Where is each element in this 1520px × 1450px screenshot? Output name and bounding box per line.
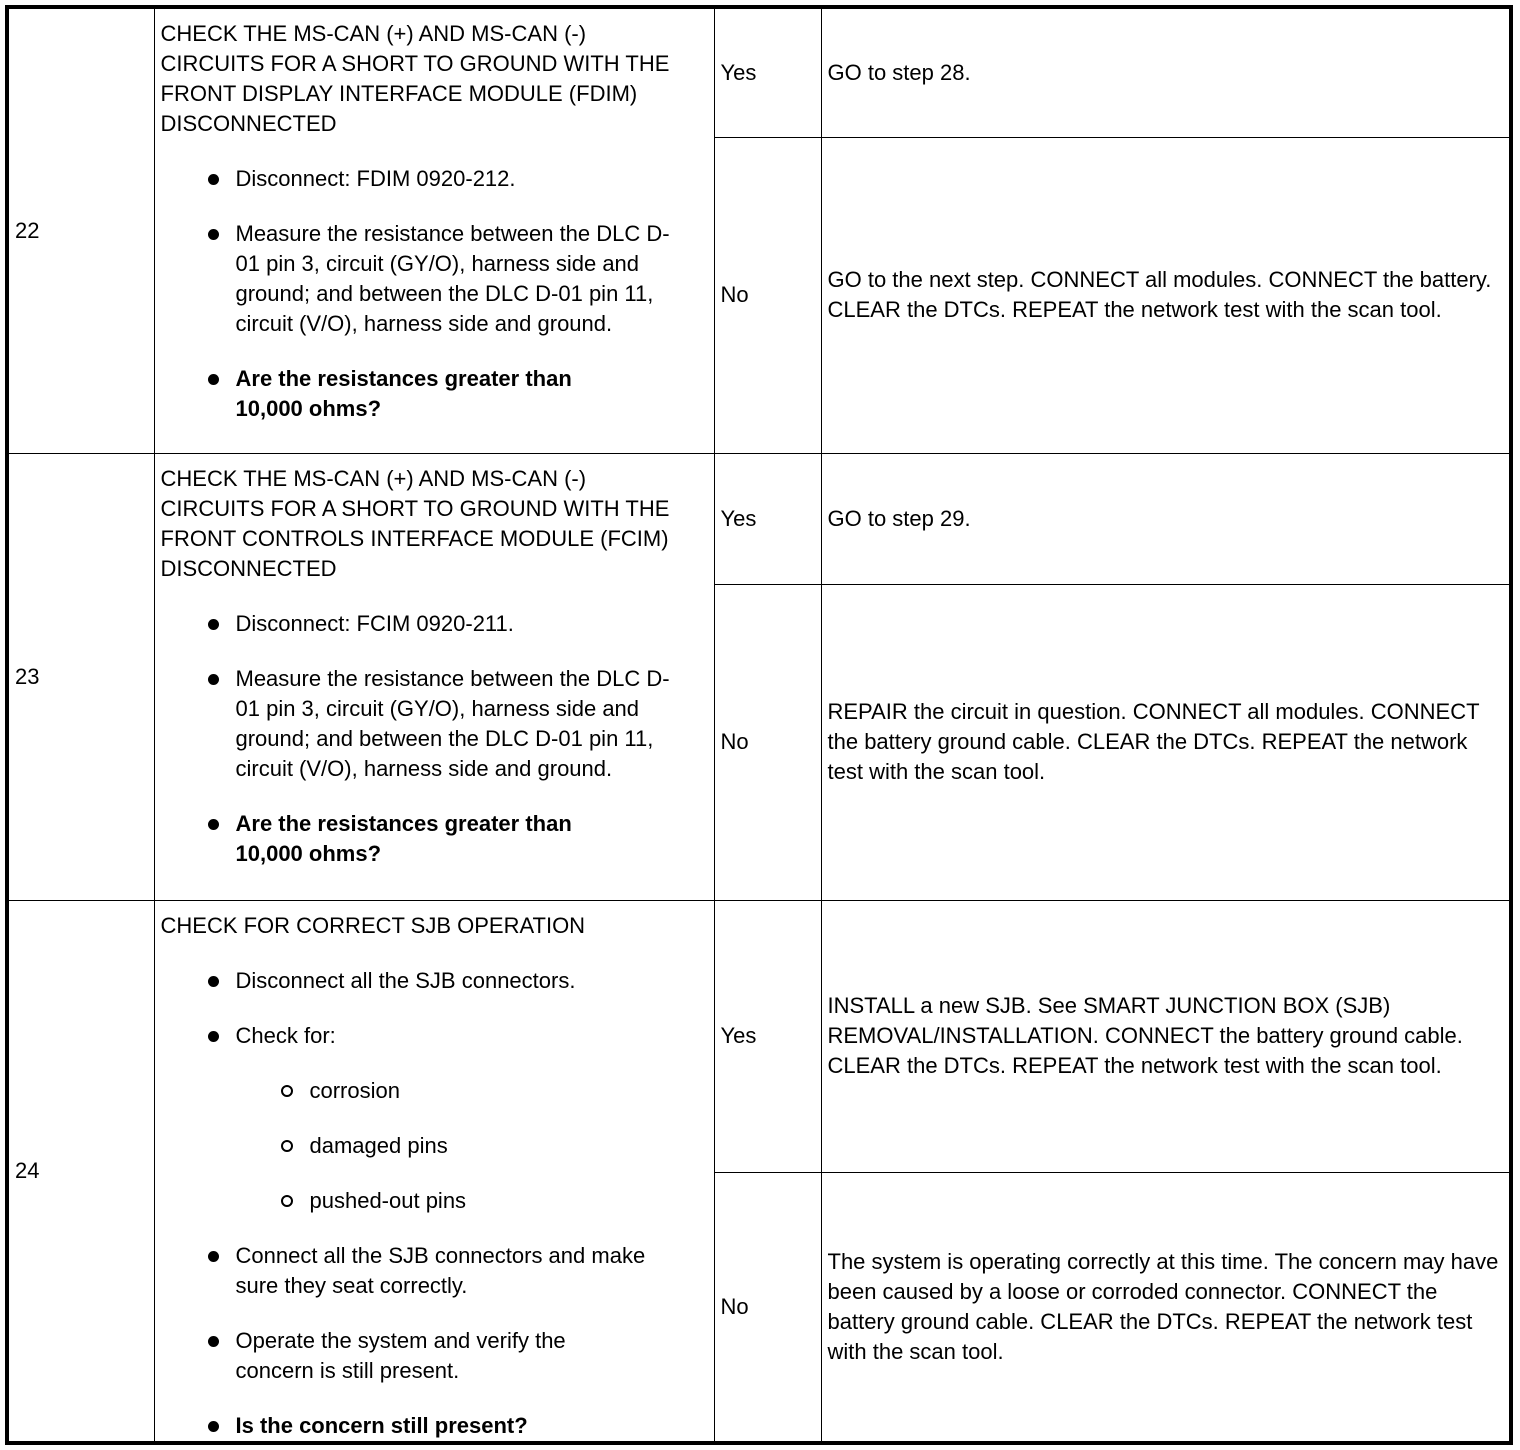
test-question: Are the resistances greater than 10,000 ohms? bbox=[161, 364, 708, 424]
test-question: Is the concern still present? bbox=[161, 1411, 708, 1441]
result-label-yes: Yes bbox=[714, 453, 821, 584]
instruction-item: Measure the resistance between the DLC D-01 pin 3, circuit (GY/O), harness side and ground; and between the DLC D-01 pin 11, circuit (V/O), harness side and ground. bbox=[161, 664, 708, 784]
test-step-title: CHECK THE MS-CAN (+) AND MS-CAN (-) CIRCUITS FOR A SHORT TO GROUND WITH THE FRONT DISPLAY INTERFACE MODULE (FDIM) DISCONNECTED bbox=[160, 21, 670, 136]
result-action-no: GO to the next step. CONNECT all modules. CONNECT the battery. CLEAR the DTCs. REPEAT the network test with the scan tool. bbox=[821, 137, 1511, 453]
test-step-cell bbox=[154, 453, 714, 900]
test-step-title: CHECK THE MS-CAN (+) AND MS-CAN (-) CIRCUITS FOR A SHORT TO GROUND WITH THE FRONT CONTROLS INTERFACE MODULE (FCIM) DISCONNECTED bbox=[160, 465, 670, 581]
result-label-no: No bbox=[714, 1172, 821, 1442]
step-number: 24 bbox=[7, 900, 154, 1443]
result-action-yes: INSTALL a new SJB. See SMART JUNCTION BOX (SJB) REMOVAL/INSTALLATION. CONNECT the battery ground cable. CLEAR the DTCs. REPEAT the network test with the scan tool. bbox=[821, 900, 1511, 1172]
result-action-yes: GO to step 29. bbox=[821, 453, 1511, 584]
result-label-yes: Yes bbox=[714, 900, 821, 1172]
instruction-item: Disconnect all the SJB connectors. bbox=[161, 966, 708, 996]
diagnostic-procedure-table bbox=[5, 5, 1513, 1445]
step-number: 23 bbox=[7, 453, 154, 900]
test-step-cell bbox=[154, 900, 714, 1443]
result-label-no: No bbox=[714, 584, 821, 900]
check-sublist bbox=[236, 1076, 708, 1216]
table-row-step-24 bbox=[7, 900, 1511, 1172]
instruction-item: Operate the system and verify the concern is still present. bbox=[161, 1326, 708, 1386]
check-sub-item: pushed-out pins bbox=[236, 1186, 708, 1216]
instruction-list bbox=[161, 609, 708, 869]
instruction-item: Disconnect: FCIM 0920-211. bbox=[161, 609, 708, 639]
instruction-item: Measure the resistance between the DLC D-01 pin 3, circuit (GY/O), harness side and ground; and between the DLC D-01 pin 11, circuit (V/O), harness side and ground. bbox=[161, 219, 708, 339]
result-action-yes: GO to step 28. bbox=[821, 7, 1511, 137]
result-label-no: No bbox=[714, 137, 821, 453]
result-label-yes: Yes bbox=[714, 7, 821, 137]
test-step-cell bbox=[154, 7, 714, 453]
check-sub-item: corrosion bbox=[236, 1076, 708, 1106]
instruction-item: Connect all the SJB connectors and make sure they seat correctly. bbox=[161, 1241, 708, 1301]
check-for-label: Check for: bbox=[235, 1022, 336, 1048]
result-action-no: The system is operating correctly at this time. The concern may have been caused by a loose or corroded connector. CONNECT the battery ground cable. CLEAR the DTCs. REPEAT the network test with the scan tool. bbox=[821, 1172, 1511, 1442]
test-step-title: CHECK FOR CORRECT SJB OPERATION bbox=[160, 912, 586, 938]
table-row-step-22 bbox=[7, 7, 1511, 137]
instruction-list bbox=[161, 966, 708, 1441]
step-number: 22 bbox=[7, 7, 154, 453]
test-question: Are the resistances greater than 10,000 ohms? bbox=[161, 809, 708, 869]
check-sub-item: damaged pins bbox=[236, 1131, 708, 1161]
result-action-no: REPAIR the circuit in question. CONNECT all modules. CONNECT the battery ground cable. CLEAR the DTCs. REPEAT the network test with the scan tool. bbox=[821, 584, 1511, 900]
instruction-item bbox=[161, 1021, 708, 1216]
instruction-list bbox=[161, 164, 708, 424]
instruction-item: Disconnect: FDIM 0920-212. bbox=[161, 164, 708, 194]
table-row-step-23 bbox=[7, 453, 1511, 584]
